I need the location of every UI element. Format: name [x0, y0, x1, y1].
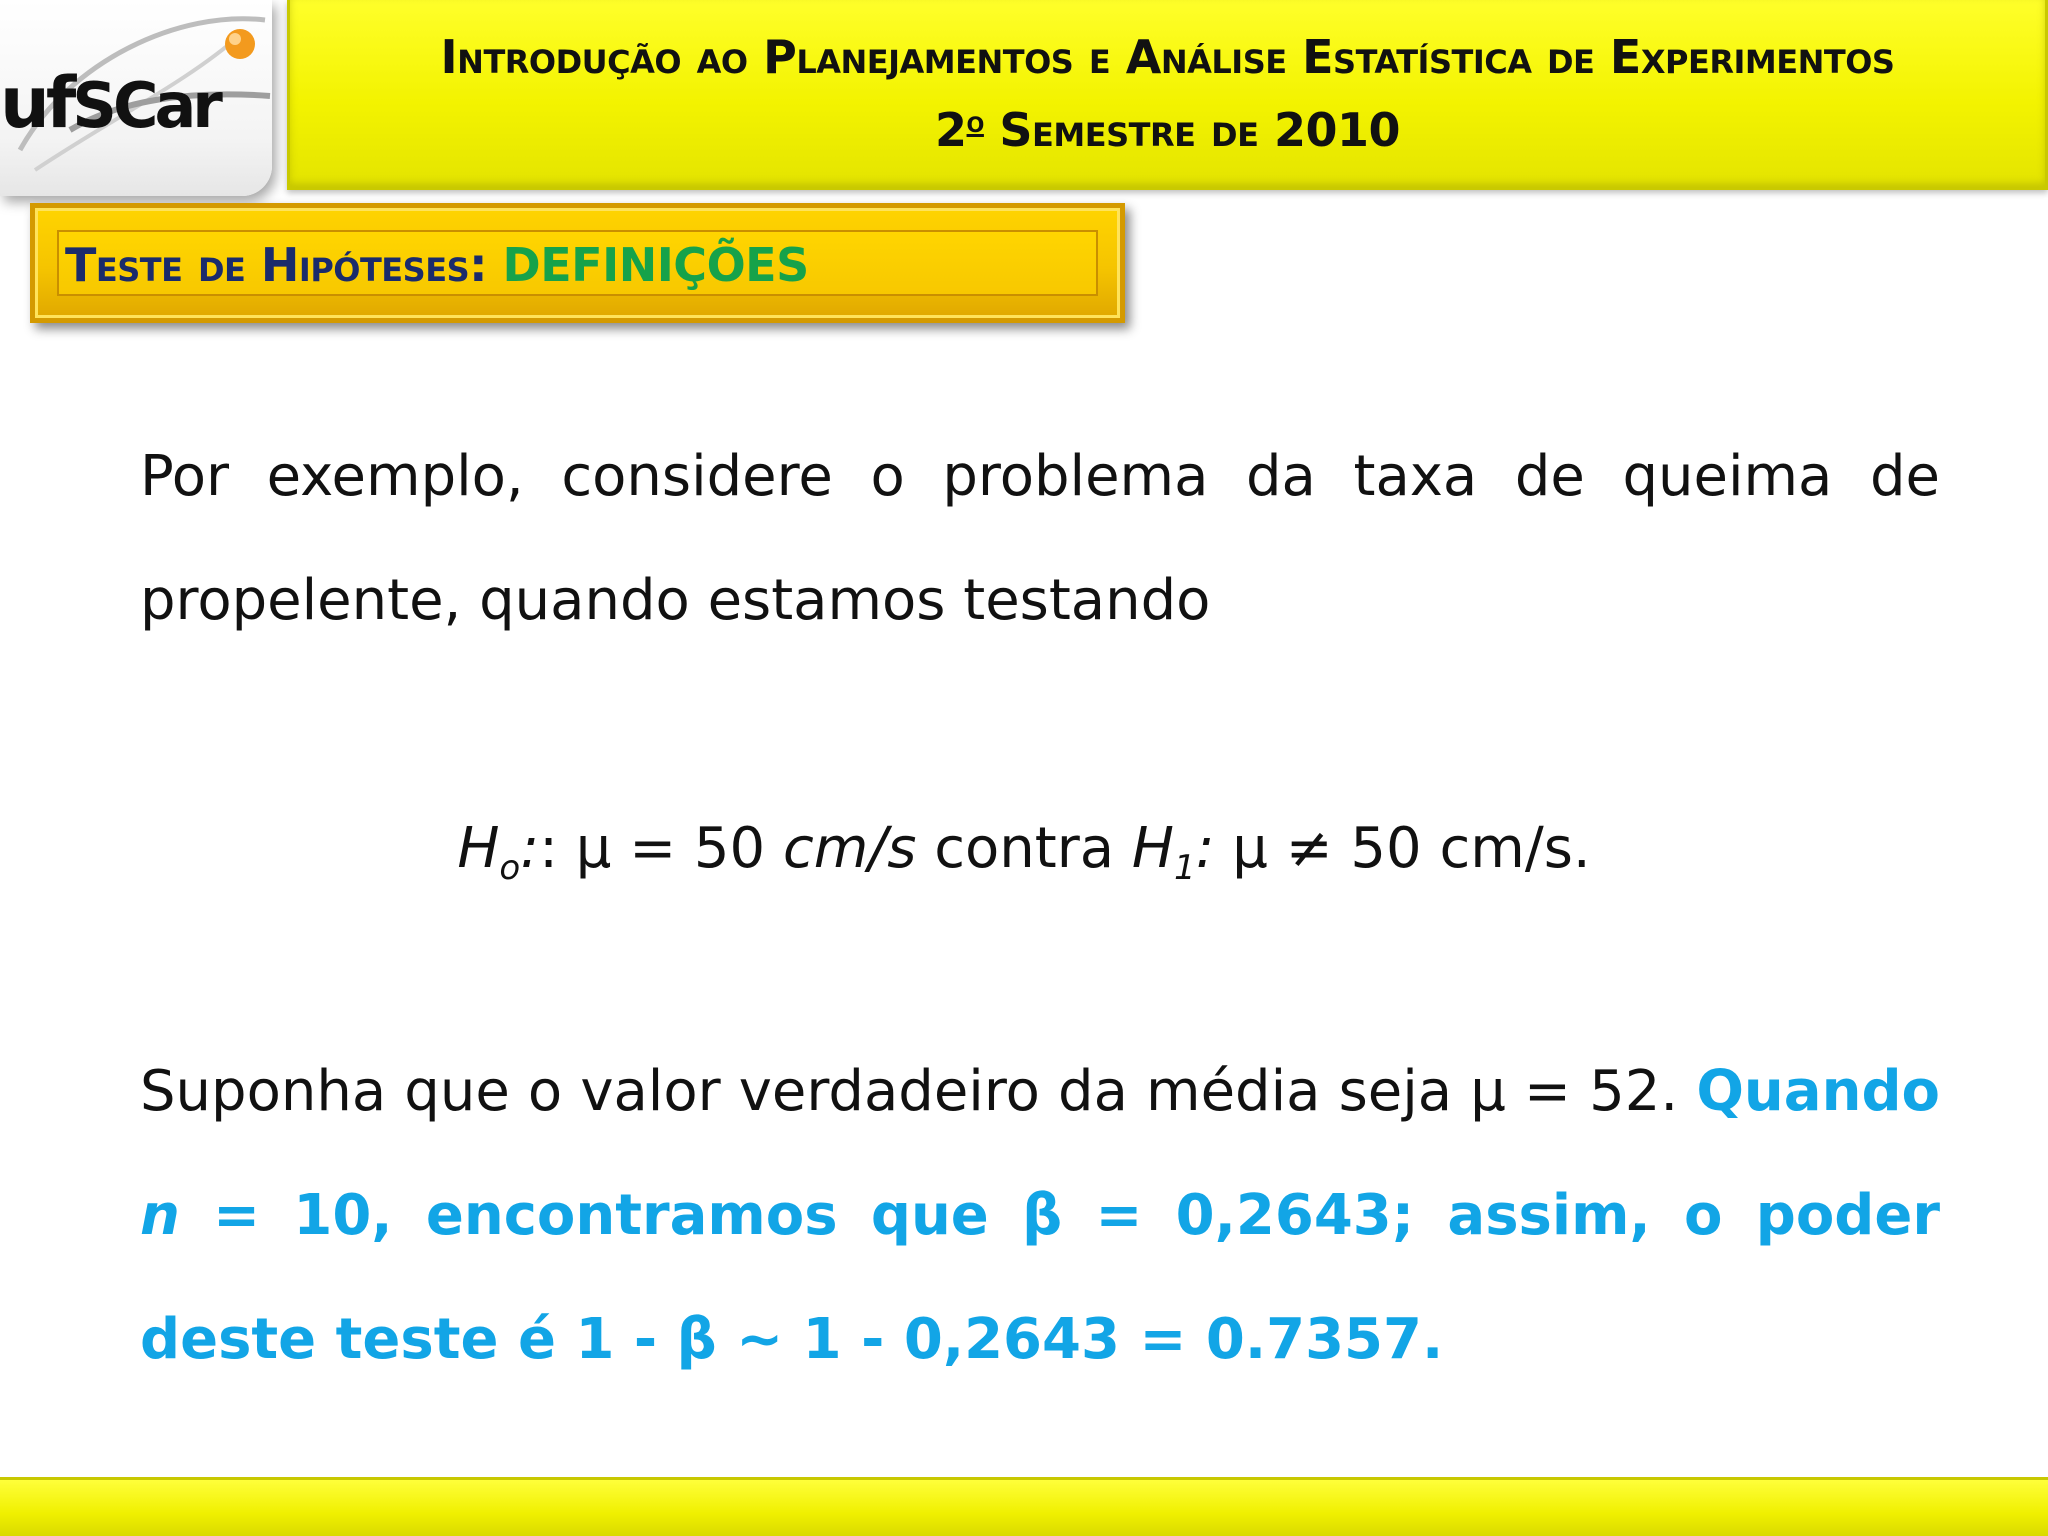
section-title-accent: DEFINIÇÕES [502, 238, 809, 292]
header-banner [287, 0, 2048, 190]
paragraph-power-plain: Suponha que o valor verdadeiro da média seja μ = 52. [140, 1059, 1697, 1124]
h1-symbol: H [1131, 816, 1174, 881]
formula-contra: contra [916, 816, 1132, 881]
logo-text-scar: SCar [72, 69, 219, 142]
hypothesis-formula: $H_o$:: μ = 50 cm/s contra $H_1$: μ ≠ 50 cm/s. [457, 816, 1591, 888]
unit-cm-s: cm/s [783, 816, 917, 881]
h1-colon: : [1195, 816, 1215, 881]
h1-subscript: 1 [1173, 848, 1196, 888]
semester-number: 2 [935, 103, 967, 157]
h0-statement: : μ = 50 [539, 816, 783, 881]
paragraph-power [140, 1030, 1940, 1402]
paragraph-power-highlight-b: = 10, encontramos que β = 0,2643; assim, o poder deste teste é 1 - β ~ 1 - 0,2643 = 0.7357. [140, 1183, 1940, 1372]
h0-subscript: o [499, 848, 521, 888]
semester-text: Semestre de 2010 [983, 103, 1400, 157]
footer-bar [0, 1477, 2048, 1536]
semester-title [290, 103, 2045, 157]
section-title [65, 238, 809, 292]
logo-text-uf: uf [0, 62, 73, 144]
paragraph-power-highlight-a: Quando [1696, 1059, 1940, 1124]
ufscar-logo [0, 0, 272, 196]
course-title: Introdução ao Planejamentos e Análise Estatística de Experimentos [440, 30, 1895, 84]
logo-wordmark [0, 62, 219, 144]
paragraph-intro: Por exemplo, considere o problema da taxa de queima de propelente, quando estamos testando [140, 444, 1940, 633]
section-title-main: Teste de Hipóteses: [65, 238, 503, 292]
h0-symbol: H [457, 816, 500, 881]
semester-ordinal: o [966, 105, 984, 140]
section-title-box [30, 203, 1125, 323]
h1-statement: μ ≠ 50 cm/s. [1214, 816, 1591, 881]
paragraph-power-n: n [140, 1183, 180, 1248]
